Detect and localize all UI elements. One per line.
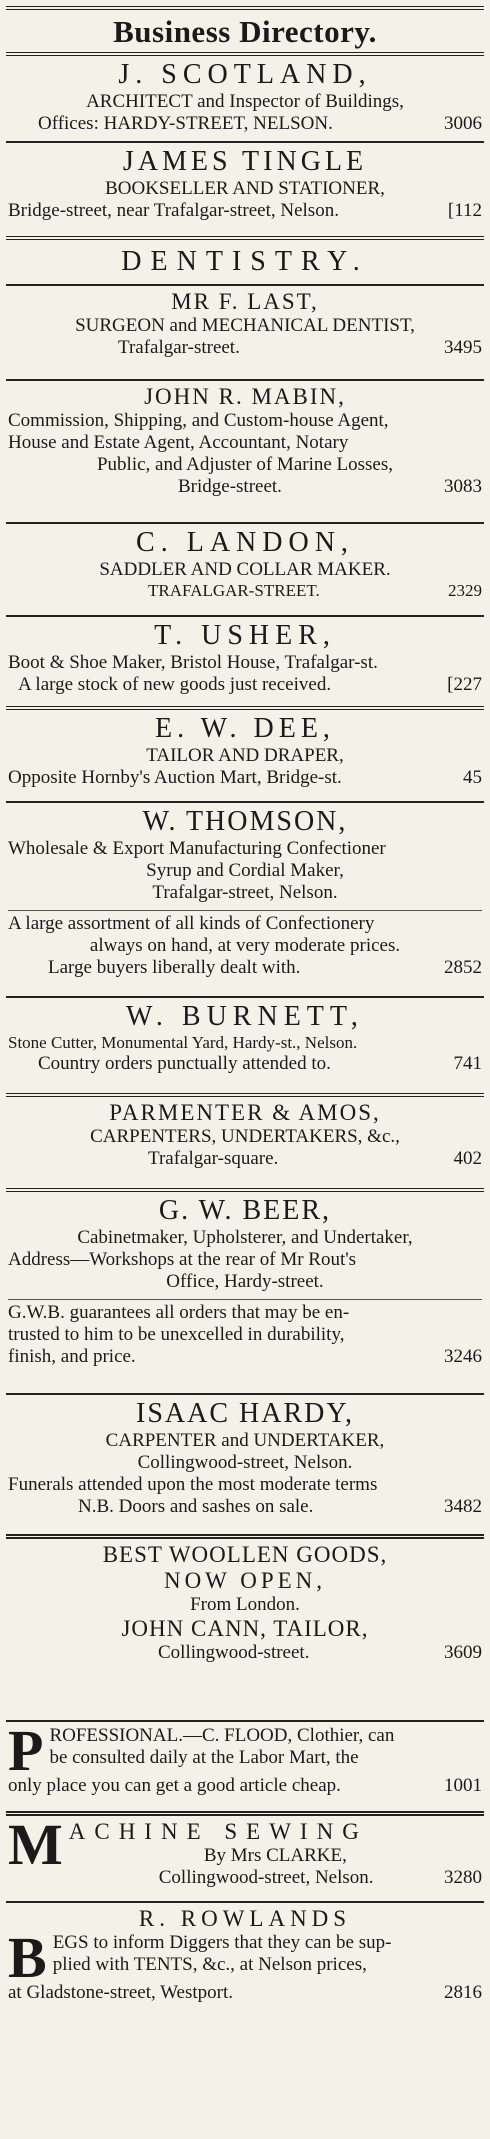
page-title: Business Directory.: [113, 14, 377, 49]
directory-page: [0, 6, 490, 2139]
ad-name: PARMENTER & AMOS,: [109, 1100, 381, 1125]
ad-footer: [8, 1642, 482, 1664]
ad-line: TAILOR AND DRAPER,: [146, 745, 344, 766]
ad-footer: [8, 1775, 482, 1797]
ad-line: Bridge-street, near Trafalgar-street, Nelson.: [8, 200, 339, 221]
ad-footer: [8, 337, 482, 359]
ad-line: at Gladstone-street, Westport.: [8, 1982, 234, 2003]
ad-name: W. THOMSON,: [142, 806, 348, 837]
ad-line: G.W.B. guarantees all orders that may be en-: [8, 1302, 350, 1323]
drop-cap: P: [8, 1722, 44, 1783]
ad-footer: [8, 1982, 482, 2004]
ad-number: [227: [447, 674, 482, 695]
section-heading-dentistry: DENTISTRY.: [121, 246, 369, 277]
ad-number: 3482: [444, 1496, 482, 1517]
ad-line: Country orders punctually attended to.: [38, 1053, 331, 1074]
ad-hardy: [6, 1395, 484, 1534]
ad-footer: [69, 1867, 482, 1889]
ad-line: Trafalgar-square.: [148, 1148, 279, 1169]
ad-flood: [6, 1722, 484, 1811]
ad-clarke: [6, 1816, 484, 1901]
ad-footer: [8, 581, 482, 601]
ad-name: J. SCOTLAND,: [118, 59, 372, 90]
ad-footer: [8, 1053, 482, 1075]
ad-line: Opposite Hornby's Auction Mart, Bridge-st.: [8, 767, 342, 788]
ad-name: ISAAC HARDY,: [136, 1398, 354, 1429]
inner-rule: [8, 910, 482, 911]
ad-line: be consulted daily at the Labor Mart, the: [49, 1747, 359, 1768]
ad-number: 3609: [444, 1642, 482, 1663]
ad-thomson: [6, 803, 484, 996]
ad-line: A large assortment of all kinds of Confectionery: [8, 913, 375, 934]
ad-number: [112: [447, 200, 482, 221]
ad-line: CARPENTER and UNDERTAKER,: [105, 1430, 385, 1451]
ad-name: R. ROWLANDS: [138, 1906, 352, 1931]
ad-line: SURGEON and MECHANICAL DENTIST,: [75, 315, 415, 336]
ad-footer: [8, 1346, 482, 1368]
ad-number: 45: [463, 767, 482, 788]
ad-line: CARPENTERS, UNDERTAKERS, &c.,: [90, 1126, 400, 1147]
ad-line: Collingwood-street, Nelson.: [158, 1867, 374, 1888]
ad-line: TRAFALGAR-STREET.: [148, 581, 320, 600]
ad-name: MR F. LAST,: [171, 289, 319, 314]
ad-line: plied with TENTS, &c., at Nelson prices,: [52, 1954, 367, 1975]
ad-line: A large stock of new goods just received.: [18, 674, 332, 695]
ad-line: only place you can get a good article cheap.: [8, 1775, 341, 1796]
ad-footer: [8, 674, 482, 696]
ad-line: ACHINE SEWING: [68, 1819, 368, 1844]
ad-footer: [8, 957, 482, 979]
ad-line: BEST WOOLLEN GOODS,: [102, 1542, 388, 1567]
ad-line: From London.: [190, 1594, 300, 1615]
ad-line: Trafalgar-street, Nelson.: [152, 882, 338, 903]
ad-line: ROFESSIONAL.—C. FLOOD, Clothier, can: [49, 1725, 395, 1746]
ad-parmenter: [6, 1097, 484, 1188]
ad-name: G. W. BEER,: [158, 1195, 332, 1226]
ad-landon: [6, 524, 484, 615]
ad-burnett: [6, 998, 484, 1093]
ad-line: NOW OPEN,: [163, 1568, 327, 1593]
ad-tingle: [6, 143, 484, 236]
ad-line: Collingwood-street, Nelson.: [137, 1452, 353, 1473]
inner-rule: [8, 1299, 482, 1300]
ad-number: 741: [453, 1053, 482, 1074]
ad-line: BOOKSELLER AND STATIONER,: [105, 178, 385, 199]
ad-line: Wholesale & Export Manufacturing Confectioner: [8, 838, 386, 859]
ad-name: JOHN R. MABIN,: [144, 384, 346, 409]
ad-cann: [6, 1539, 484, 1720]
ad-footer: [8, 1148, 482, 1170]
ad-line: Cabinetmaker, Upholsterer, and Undertaker,: [77, 1227, 413, 1248]
ad-footer: [8, 476, 482, 498]
ad-last: [6, 286, 484, 379]
ad-line: House and Estate Agent, Accountant, Notary: [8, 432, 349, 453]
ad-line: Collingwood-street.: [158, 1642, 310, 1663]
ad-beer: [6, 1192, 484, 1393]
ad-name: W. BURNETT,: [126, 1001, 364, 1032]
ad-name: E. W. DEE,: [155, 713, 335, 744]
ad-line: Stone Cutter, Monumental Yard, Hardy-st., Nelson.: [8, 1033, 358, 1052]
ad-scotland: [6, 56, 484, 141]
ad-line: SADDLER AND COLLAR MAKER.: [99, 559, 391, 580]
ad-number: 3246: [444, 1346, 482, 1367]
ad-mabin: [6, 381, 484, 522]
ad-line: trusted to him to be unexcelled in durability,: [8, 1324, 345, 1345]
drop-cap: B: [8, 1925, 47, 1990]
ad-line: N.B. Doors and sashes on sale.: [78, 1496, 314, 1517]
ad-footer: [8, 113, 482, 135]
ad-line: Boot & Shoe Maker, Bristol House, Trafalgar-st.: [8, 652, 378, 673]
ad-number: 2329: [448, 581, 482, 600]
ad-number: 1001: [444, 1775, 482, 1796]
drop-cap: M: [8, 1816, 63, 1877]
ad-line: Bridge-street.: [178, 476, 282, 497]
ad-number: 3006: [444, 113, 482, 134]
ad-line: always on hand, at very moderate prices.: [89, 935, 401, 956]
ad-line: Large buyers liberally dealt with.: [48, 957, 301, 978]
ad-number: 3280: [444, 1867, 482, 1888]
ad-number: 2816: [444, 1982, 482, 2003]
ad-number: 2852: [444, 957, 482, 978]
ad-name: T. USHER,: [154, 620, 336, 651]
ad-number: 3495: [444, 337, 482, 358]
ad-name: C. LANDON,: [136, 527, 354, 558]
ad-footer: [8, 767, 482, 789]
ad-footer: [8, 1496, 482, 1518]
ad-number: 402: [453, 1148, 482, 1169]
ad-usher: [6, 617, 484, 706]
ad-dee: [6, 710, 484, 801]
ad-line: By Mrs CLARKE,: [203, 1845, 347, 1866]
ad-line: Trafalgar-street.: [118, 337, 240, 358]
ad-line: Address—Workshops at the rear of Mr Rout's: [8, 1249, 357, 1270]
ad-line: Funerals attended upon the most moderate terms: [8, 1474, 378, 1495]
ad-line: Offices: HARDY-STREET, NELSON.: [38, 113, 333, 134]
ad-name: JAMES TINGLE: [122, 146, 368, 177]
ad-line: finish, and price.: [8, 1346, 136, 1367]
ad-name: JOHN CANN, TAILOR,: [121, 1616, 369, 1641]
ad-number: 3083: [444, 476, 482, 497]
ad-line: Public, and Adjuster of Marine Losses,: [96, 454, 394, 475]
ad-line: EGS to inform Diggers that they can be sup-: [52, 1932, 392, 1953]
ad-line: ARCHITECT and Inspector of Buildings,: [86, 91, 404, 112]
top-rule: [6, 6, 484, 10]
ad-line: Syrup and Cordial Maker,: [146, 860, 344, 881]
ad-rowlands: [6, 1903, 484, 2018]
ad-footer: [8, 200, 482, 222]
ad-line: Office, Hardy-street.: [166, 1271, 324, 1292]
ad-line: Commission, Shipping, and Custom-house Agent,: [8, 410, 389, 431]
